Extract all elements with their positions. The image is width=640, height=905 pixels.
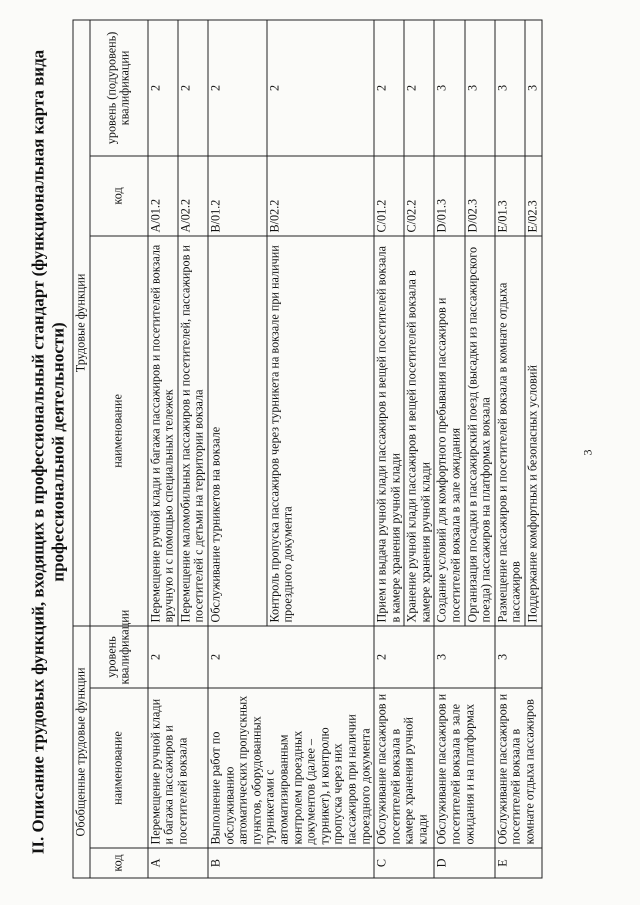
group-level: 3 [434, 626, 494, 688]
function-code: D/02.3 [465, 156, 495, 236]
table-body [148, 20, 542, 878]
header-level: уровень квалификации [90, 626, 148, 688]
group-code: A [148, 848, 208, 878]
table-row [208, 20, 267, 878]
header-tf-name: наименование [90, 236, 148, 626]
function-code: E/02.3 [525, 156, 542, 236]
group-code: D [434, 848, 494, 878]
function-code: A/02.2 [178, 156, 208, 236]
function-name: Организация посадки в пассажирский поезд (высадки из пассажирского поезда) пассажиров на платформах вокзала [465, 236, 495, 626]
function-level: 2 [208, 20, 267, 156]
function-code: E/01.3 [495, 156, 525, 236]
function-name: Перемещение ручной клади и багажа пассажиров и посетителей вокзала вручную и с помощью специальных тележек [148, 236, 178, 626]
function-level: 3 [525, 20, 542, 156]
function-level: 3 [495, 20, 525, 156]
table-row [374, 20, 404, 878]
page-number: 3 [580, 449, 595, 456]
group-code: E [495, 848, 542, 878]
function-code: B/02.2 [267, 156, 374, 236]
function-level: 2 [178, 20, 208, 156]
function-code: B/01.2 [208, 156, 267, 236]
table-row [148, 20, 178, 878]
function-name: Перемещение маломобильных пассажиров и посетителей, пассажиров и посетителей с детьми на территории вокзала [178, 236, 208, 626]
title-line-2: профессиональной деятельности) [48, 322, 68, 582]
group-name: Обслуживание пассажиров и посетителей вокзала в зале ожидания и на платформах [434, 688, 494, 848]
header-tf-code: код [90, 156, 148, 236]
function-name: Поддержание комфортных и безопасных условий [525, 236, 542, 626]
group-level: 2 [148, 626, 208, 688]
group-level: 2 [374, 626, 434, 688]
function-level: 2 [374, 20, 404, 156]
rotated-page [1, 0, 640, 905]
header-labor-functions: Трудовые функции [73, 20, 90, 626]
function-code: A/01.2 [148, 156, 178, 236]
function-level: 2 [148, 20, 178, 156]
function-level: 2 [404, 20, 434, 156]
function-code: C/02.2 [404, 156, 434, 236]
function-level: 2 [267, 20, 374, 156]
header-generalized: Обобщенные трудовые функции [73, 626, 90, 878]
functional-map-table [73, 19, 543, 878]
header-tf-level: уровень (подуровень) квалификации [90, 20, 148, 156]
header-name: наименование [90, 688, 148, 848]
group-code: B [208, 848, 374, 878]
group-name: Выполнение работ по обслуживанию автоматических пропускных пунктов, оборудованных турникетами с автоматизированным контролем проездных документов (далее – турникет), и контролю пропуска через них пассажиров при наличии проездного документа [208, 688, 374, 848]
table-row [495, 20, 525, 878]
function-level: 3 [434, 20, 464, 156]
header-code: код [90, 848, 148, 878]
function-name: Размещение пассажиров и посетителей вокзала в комнате отдыха пассажиров [495, 236, 525, 626]
section-title [29, 20, 69, 885]
function-name: Создание условий для комфортного пребывания пассажиров и посетителей вокзала в зале ожидания [434, 236, 464, 626]
table-row [434, 20, 464, 878]
function-name: Контроль пропуска пассажиров через турникета на вокзале при наличии проездного документа [267, 236, 374, 626]
group-level: 2 [208, 626, 374, 688]
function-code: D/01.3 [434, 156, 464, 236]
function-name: Обслуживание турникетов на вокзале [208, 236, 267, 626]
function-name: Хранение ручной клади пассажиров и вещей посетителей вокзала в камере хранения ручной клади [404, 236, 434, 626]
function-level: 3 [465, 20, 495, 156]
function-code: C/01.2 [374, 156, 404, 236]
group-level: 3 [495, 626, 542, 688]
group-name: Перемещение ручной клади и багажа пассажиров и посетителей вокзала [148, 688, 208, 848]
title-line-1: II. Описание трудовых функций, входящих в профессиональный стандарт (функциональная карта вида [28, 49, 48, 855]
group-name: Обслуживание пассажиров и посетителей вокзала в камере хранения ручной клади [374, 688, 434, 848]
group-code: C [374, 848, 434, 878]
group-name: Обслуживание пассажиров и посетителей вокзала в комнате отдыха пассажиров [495, 688, 542, 848]
function-name: Прием и выдача ручной клади пассажиров и вещей посетителей вокзала в камере хранения ручной клади [374, 236, 404, 626]
